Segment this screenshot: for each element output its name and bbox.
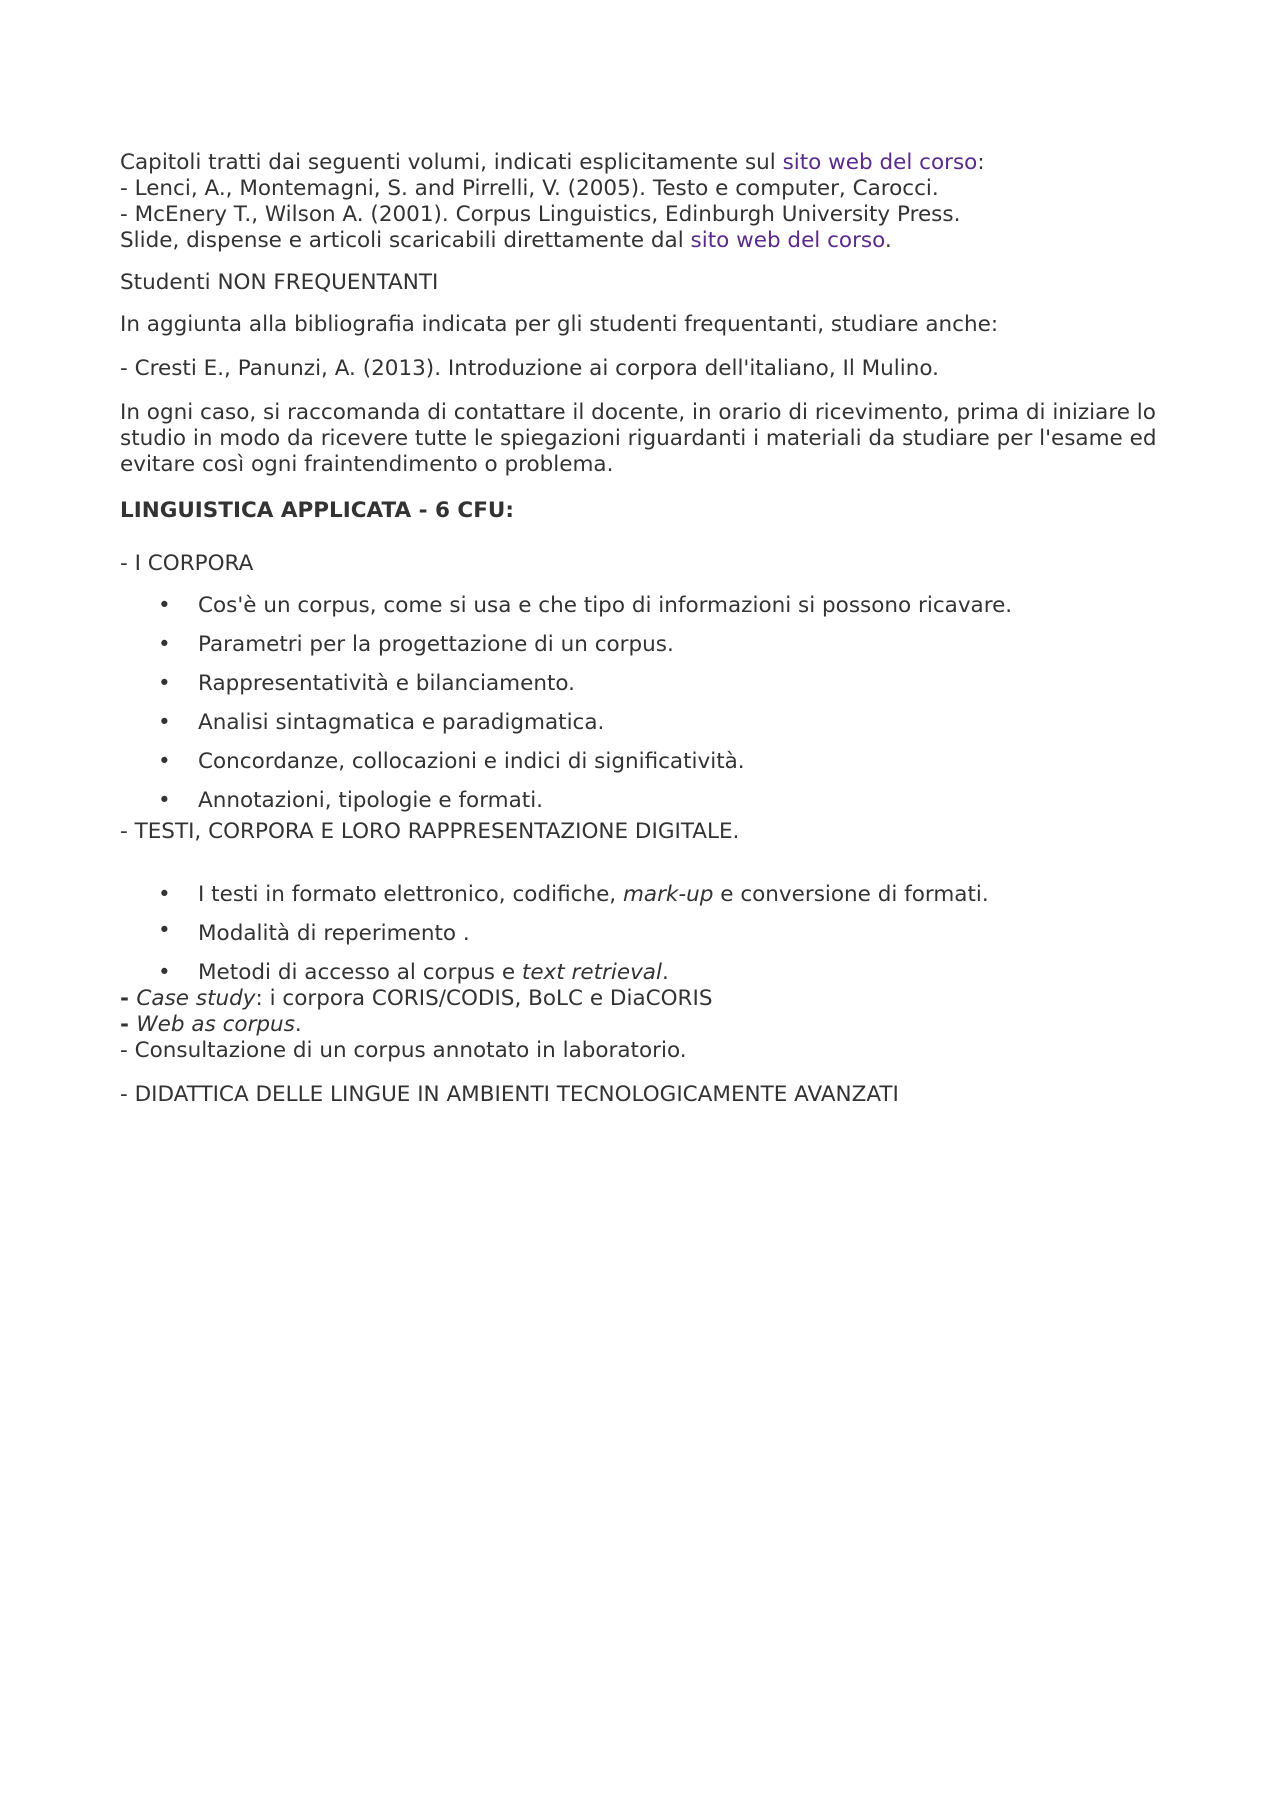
non-attending-title: Studenti NON FREQUENTANTI [120,270,439,295]
bullet-icon: • [158,882,171,907]
list-item [120,918,1180,947]
bullet-icon: • [158,788,171,813]
web-dash: - [120,1012,137,1037]
web-as-corpus-term: Web as corpus [136,1012,295,1037]
web-as-corpus-line [120,1012,1180,1038]
bullet-icon: • [158,749,171,774]
case-study-term: Case study [136,986,256,1011]
list-item-text: Cos'è un corpus, come si usa e che tipo di informazioni si possono ricavare. [198,593,1013,618]
course-website-link[interactable]: sito web del corso [782,150,978,175]
text-retrieval-term: text retrieval [521,960,662,985]
section-didactics-title: - DIDATTICA DELLE LINGUE IN AMBIENTI TECNOLOGICAMENTE AVANZATI [120,1082,899,1107]
bullet-icon: • [158,671,171,696]
lab-line: - Consultazione di un corpus annotato in laboratorio. [120,1038,687,1063]
list-item [120,632,1180,658]
case-study-line [120,986,1180,1012]
digital-topic-list [120,882,1180,986]
list-item-text: Modalità di reperimento . [198,921,470,946]
list-item [120,749,1180,775]
slides-note [120,228,1180,254]
list-item [120,882,1180,908]
intro-suffix: : [977,150,985,175]
bullet-icon: • [158,710,171,735]
list-item [120,710,1180,736]
web-as-corpus-suffix: . [294,1012,302,1037]
advice-paragraph: In ogni caso, si raccomanda di contattare il docente, in orario di ricevimento, prima di iniziare lo studio in modo da ricevere tutte le spiegazioni riguardanti i materiali da studiare per l'esame ed evitare così ogni fraintendimento o problema. [120,400,1157,477]
case-dash: - [120,986,137,1011]
section-corpora-title: - I CORPORA [120,551,254,576]
list-item-text-suffix: . [661,960,669,985]
markup-term: mark-up [622,882,714,907]
section-digital-title: - TESTI, CORPORA E LORO RAPPRESENTAZIONE DIGITALE. [120,819,740,844]
list-item [120,593,1180,619]
course-website-link-2[interactable]: sito web del corso [690,228,885,253]
bibliography-intro [120,150,1180,176]
reference-cresti: - Cresti E., Panunzi, A. (2013). Introduzione ai corpora dell'italiano, Il Mulino. [120,356,939,381]
list-item [120,671,1180,697]
bullet-icon: • [158,632,171,657]
program-heading: LINGUISTICA APPLICATA - 6 CFU: [120,498,514,523]
corpora-topic-list [120,593,1180,814]
list-item-text: Parametri per la progettazione di un corpus. [198,632,674,657]
bullet-icon: • [158,960,171,985]
list-item-text-suffix: e conversione di formati. [713,882,989,907]
list-item [120,788,1180,814]
list-item-text: Analisi sintagmatica e paradigmatica. [198,710,605,735]
slides-suffix: . [884,228,892,253]
bullet-icon: • [158,918,171,943]
document-page [120,150,1180,1108]
list-item-text: I testi in formato elettronico, codifiche, [198,882,623,907]
list-item-text: Metodi di accesso al corpus e [198,960,522,985]
case-study-text: : i corpora CORIS/CODIS, BoLC e DiaCORIS [255,986,713,1011]
intro-text: Capitoli tratti dai seguenti volumi, indicati esplicitamente sul [120,150,783,175]
list-item [120,960,1180,986]
list-item-text: Concordanze, collocazioni e indici di significatività. [198,749,745,774]
reference-lenci: - Lenci, A., Montemagni, S. and Pirrelli, V. (2005). Testo e computer, Carocci. [120,176,939,201]
list-item-text: Rappresentatività e bilanciamento. [198,671,575,696]
bullet-icon: • [158,593,171,618]
non-attending-intro: In aggiunta alla bibliografia indicata per gli studenti frequentanti, studiare anche: [120,312,999,337]
list-item-text: Annotazioni, tipologie e formati. [198,788,544,813]
slides-text: Slide, dispense e articoli scaricabili direttamente dal [120,228,691,253]
reference-mcenery: - McEnery T., Wilson A. (2001). Corpus Linguistics, Edinburgh University Press. [120,202,961,227]
